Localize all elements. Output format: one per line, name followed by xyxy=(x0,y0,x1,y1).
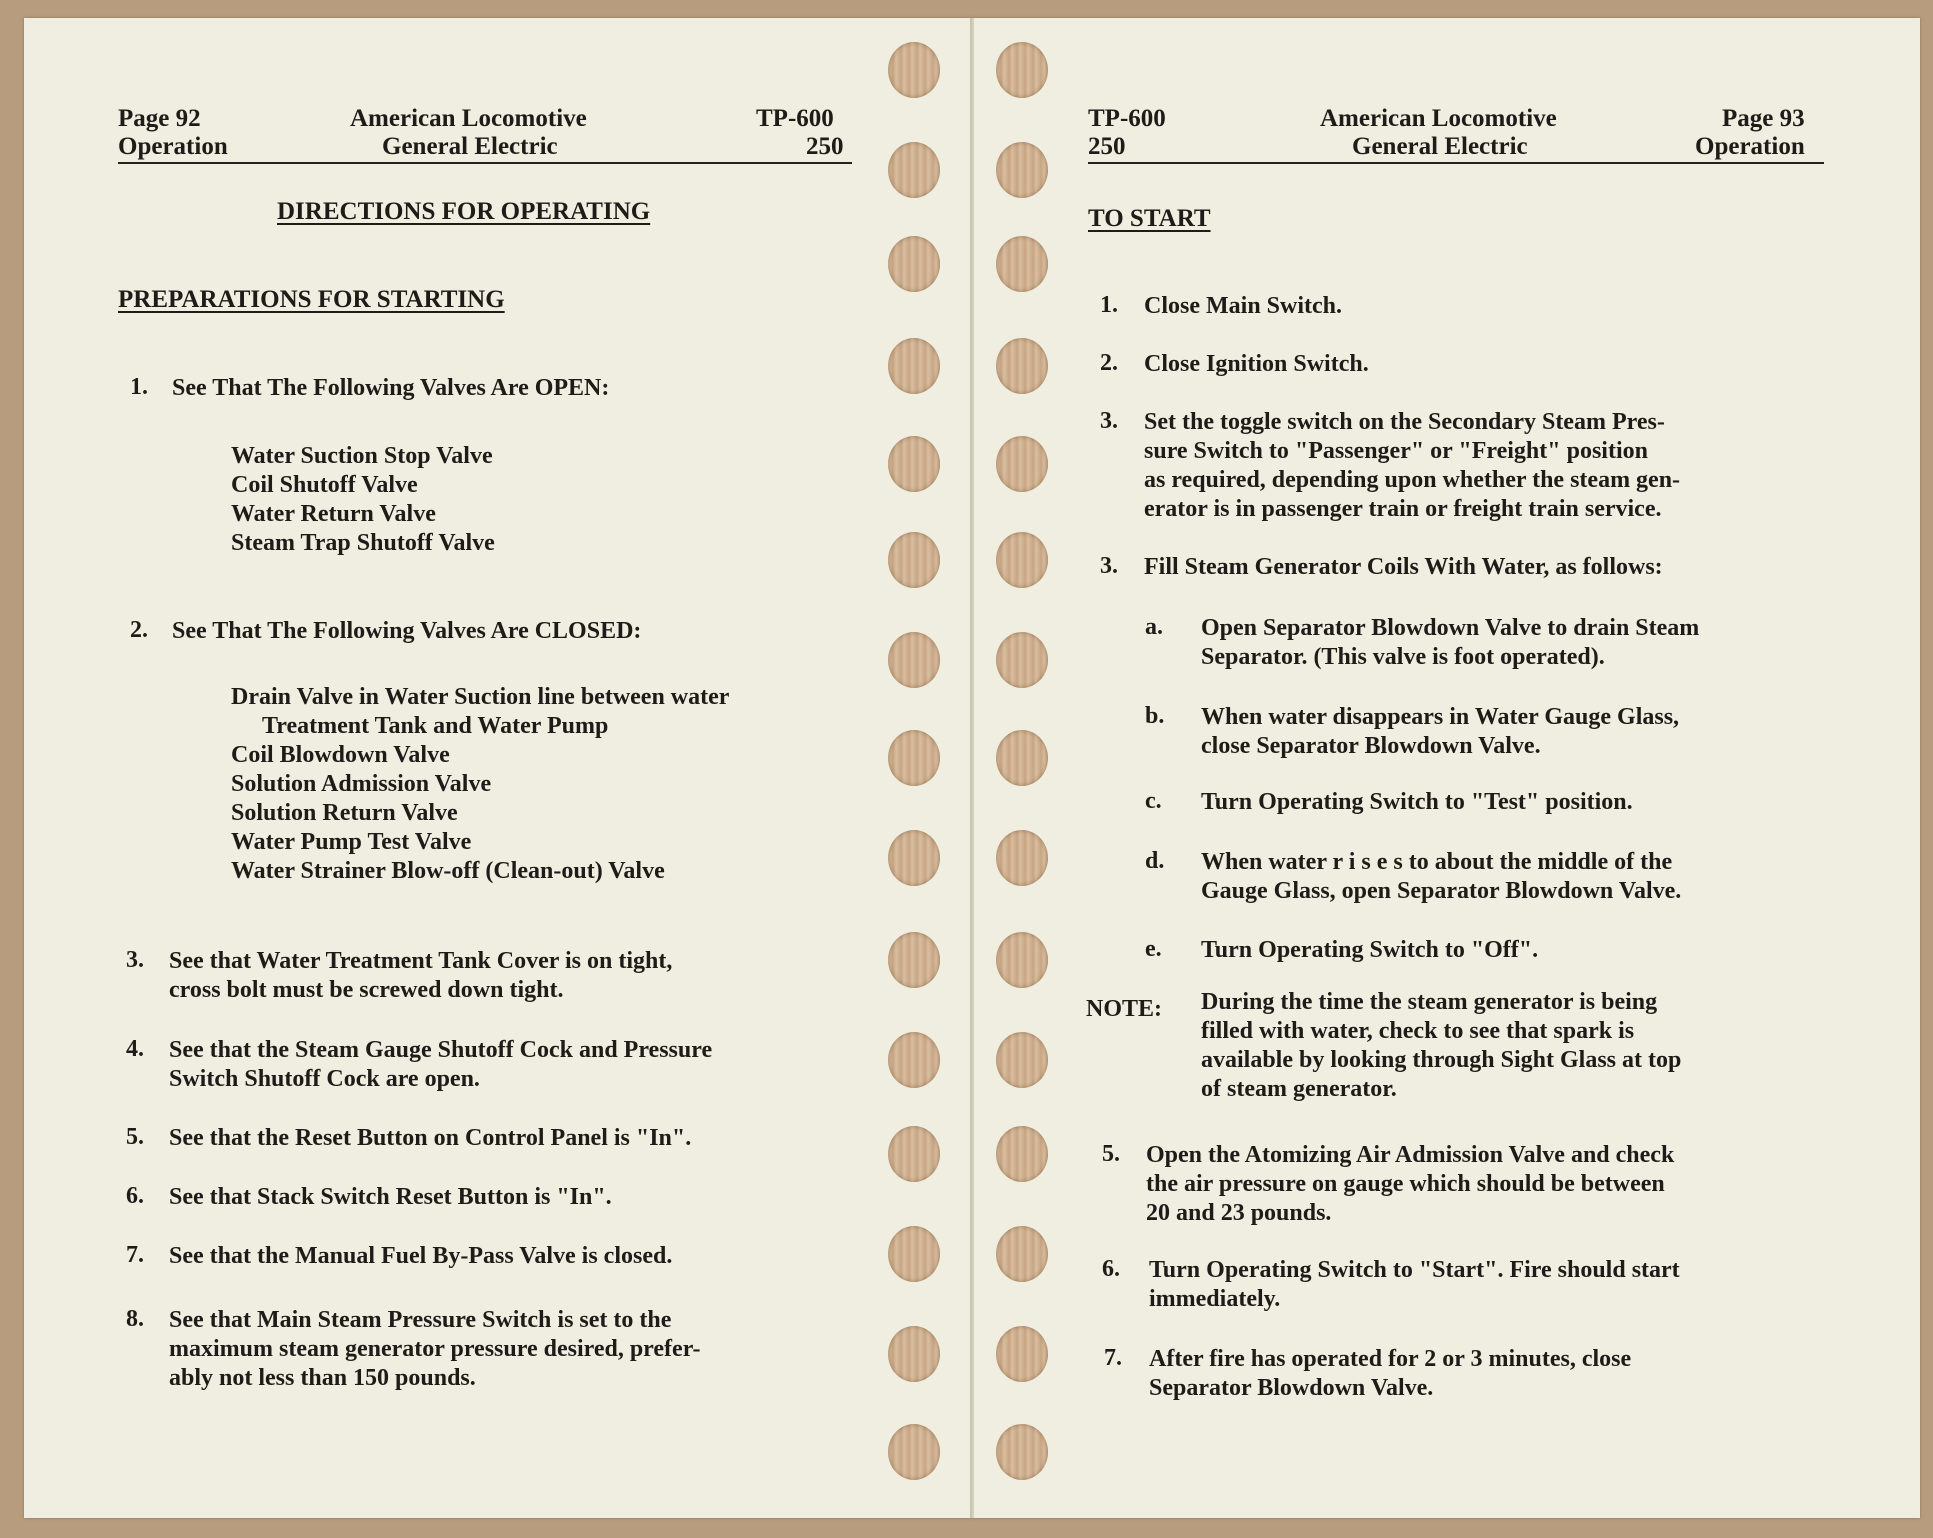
subitem-e-line1: Turn Operating Switch to "Off". xyxy=(1201,937,1539,963)
binder-hole xyxy=(996,1326,1048,1382)
closed-valve-2: Coil Blowdown Valve xyxy=(231,742,450,768)
binder-hole xyxy=(888,730,940,786)
binder-hole xyxy=(888,932,940,988)
right-item7-line2: Separator Blowdown Valve. xyxy=(1149,1375,1434,1401)
right-item3-number: 3. xyxy=(1100,408,1118,434)
left-title: DIRECTIONS FOR OPERATING xyxy=(277,198,651,225)
subitem-d-line2: Gauge Glass, open Separator Blowdown Valve. xyxy=(1201,878,1682,904)
binder-hole xyxy=(996,436,1048,492)
right-item3-line1: Set the toggle switch on the Secondary Steam Pres- xyxy=(1144,409,1665,435)
right-header-model: TP-600 xyxy=(1088,105,1166,132)
subitem-c-letter: c. xyxy=(1145,788,1162,814)
right-item6-line2: immediately. xyxy=(1149,1286,1281,1312)
left-item5-number: 5. xyxy=(126,1124,144,1150)
right-item3-line2: sure Switch to "Passenger" or "Freight" position xyxy=(1144,438,1648,464)
left-item8-number: 8. xyxy=(126,1306,144,1332)
closed-valve-6: Water Strainer Blow-off (Clean-out) Valve xyxy=(231,858,665,884)
left-header-company-line1: American Locomotive xyxy=(350,105,587,132)
left-header-section: Operation xyxy=(118,133,228,160)
left-item8-line1: See that Main Steam Pressure Switch is set to the xyxy=(169,1307,672,1333)
right-item2-line1: Close Ignition Switch. xyxy=(1144,351,1369,377)
right-header-section: Operation xyxy=(1695,133,1805,160)
left-item7-line1: See that the Manual Fuel By-Pass Valve is closed. xyxy=(169,1243,673,1269)
left-item3-line2: cross bolt must be screwed down tight. xyxy=(169,977,564,1003)
subitem-b-letter: b. xyxy=(1145,703,1165,729)
left-item3-line1: See that Water Treatment Tank Cover is on tight, xyxy=(169,948,673,974)
binder-hole xyxy=(996,1226,1048,1282)
binder-hole xyxy=(996,932,1048,988)
right-page xyxy=(972,18,1920,1518)
left-item7-number: 7. xyxy=(126,1242,144,1268)
note-line1: During the time the steam generator is being xyxy=(1201,989,1658,1015)
left-header-model: TP-600 xyxy=(756,105,834,132)
left-item4-line1: See that the Steam Gauge Shutoff Cock and Pressure xyxy=(169,1037,713,1063)
right-item5-line3: 20 and 23 pounds. xyxy=(1146,1200,1332,1226)
subitem-b-line1: When water disappears in Water Gauge Glass, xyxy=(1201,704,1680,730)
closed-valve-4: Solution Return Valve xyxy=(231,800,458,826)
left-header-rule xyxy=(118,162,852,164)
left-item8-line3: ably not less than 150 pounds. xyxy=(169,1365,476,1391)
right-item2-number: 2. xyxy=(1100,350,1118,376)
right-item7-number: 7. xyxy=(1104,1345,1122,1371)
binder-hole xyxy=(996,236,1048,292)
right-header-rule xyxy=(1088,162,1824,164)
right-header-model-number: 250 xyxy=(1088,133,1126,160)
left-item8-line2: maximum steam generator pressure desired, prefer- xyxy=(169,1336,701,1362)
binder-hole xyxy=(996,1032,1048,1088)
left-item6-number: 6. xyxy=(126,1183,144,1209)
binder-hole xyxy=(996,338,1048,394)
right-item5-number: 5. xyxy=(1102,1141,1120,1167)
right-item5-line1: Open the Atomizing Air Admission Valve and check xyxy=(1146,1142,1675,1168)
left-item5-line1: See that the Reset Button on Control Panel is "In". xyxy=(169,1125,692,1151)
left-item1-text: See That The Following Valves Are OPEN: xyxy=(172,375,610,401)
subitem-a-line1: Open Separator Blowdown Valve to drain Steam xyxy=(1201,615,1700,641)
binder-hole xyxy=(888,338,940,394)
left-item1-number: 1. xyxy=(130,374,148,400)
subitem-c-line1: Turn Operating Switch to "Test" position. xyxy=(1201,789,1633,815)
right-item3b-number: 3. xyxy=(1100,553,1118,579)
subitem-d-letter: d. xyxy=(1145,848,1165,874)
right-title: TO START xyxy=(1088,205,1211,232)
binder-hole xyxy=(888,1424,940,1480)
binder-hole xyxy=(888,142,940,198)
binder-hole xyxy=(888,1226,940,1282)
subitem-a-line2: Separator. (This valve is foot operated). xyxy=(1201,644,1605,670)
subitem-e-letter: e. xyxy=(1145,936,1162,962)
right-item1-line1: Close Main Switch. xyxy=(1144,293,1342,319)
binder-hole xyxy=(996,730,1048,786)
left-item2-number: 2. xyxy=(130,617,148,643)
right-item5-line2: the air pressure on gauge which should be between xyxy=(1146,1171,1665,1197)
right-item6-line1: Turn Operating Switch to "Start". Fire should start xyxy=(1149,1257,1680,1283)
closed-valve-3: Solution Admission Valve xyxy=(231,771,492,797)
binder-hole xyxy=(996,1424,1048,1480)
subitem-a-letter: a. xyxy=(1145,614,1163,640)
binder-hole xyxy=(888,1326,940,1382)
right-item1-number: 1. xyxy=(1100,292,1118,318)
right-header-page-number: Page 93 xyxy=(1722,105,1805,132)
binder-hole xyxy=(996,42,1048,98)
left-header-page-number: Page 92 xyxy=(118,105,201,132)
left-item4-number: 4. xyxy=(126,1036,144,1062)
open-valve-1: Water Suction Stop Valve xyxy=(231,443,493,469)
binder-hole xyxy=(888,1032,940,1088)
binder-hole xyxy=(888,236,940,292)
subitem-d-line1: When water r i s e s to about the middle of the xyxy=(1201,849,1673,875)
left-item6-line1: See that Stack Switch Reset Button is "In". xyxy=(169,1184,612,1210)
open-valve-4: Steam Trap Shutoff Valve xyxy=(231,530,495,556)
open-valve-2: Coil Shutoff Valve xyxy=(231,472,418,498)
left-header-company-line2: General Electric xyxy=(382,133,558,160)
right-item3b-line1: Fill Steam Generator Coils With Water, as follows: xyxy=(1144,554,1663,580)
note-label: NOTE: xyxy=(1086,996,1163,1022)
left-item3-number: 3. xyxy=(126,947,144,973)
left-header-model-number: 250 xyxy=(806,133,844,160)
note-line2: filled with water, check to see that spark is xyxy=(1201,1018,1635,1044)
binder-hole xyxy=(996,142,1048,198)
note-line3: available by looking through Sight Glass at top xyxy=(1201,1047,1682,1073)
left-item2-text: See That The Following Valves Are CLOSED: xyxy=(172,618,642,644)
subitem-b-line2: close Separator Blowdown Valve. xyxy=(1201,733,1541,759)
binder-hole xyxy=(888,1126,940,1182)
right-item3-line3: as required, depending upon whether the steam gen- xyxy=(1144,467,1681,493)
binder-hole xyxy=(888,436,940,492)
closed-valve-5: Water Pump Test Valve xyxy=(231,829,472,855)
binder-hole xyxy=(888,632,940,688)
right-item6-number: 6. xyxy=(1102,1256,1120,1282)
binder-hole xyxy=(996,632,1048,688)
page-gutter xyxy=(970,18,972,1518)
binder-hole xyxy=(888,532,940,588)
open-valve-3: Water Return Valve xyxy=(231,501,436,527)
binder-hole xyxy=(888,42,940,98)
binder-hole xyxy=(996,532,1048,588)
closed-valve-1: Drain Valve in Water Suction line between water xyxy=(231,684,730,710)
closed-valve-1-cont: Treatment Tank and Water Pump xyxy=(262,713,609,739)
binder-hole xyxy=(888,830,940,886)
right-item7-line1: After fire has operated for 2 or 3 minutes, close xyxy=(1149,1346,1632,1372)
right-item3-line4: erator is in passenger train or freight train service. xyxy=(1144,496,1662,522)
left-subtitle: PREPARATIONS FOR STARTING xyxy=(118,286,505,313)
right-header-company-line2: General Electric xyxy=(1352,133,1528,160)
left-page xyxy=(24,18,972,1518)
note-line4: of steam generator. xyxy=(1201,1076,1397,1102)
binder-hole xyxy=(996,1126,1048,1182)
left-item4-line2: Switch Shutoff Cock are open. xyxy=(169,1066,480,1092)
binder-hole xyxy=(996,830,1048,886)
right-header-company-line1: American Locomotive xyxy=(1320,105,1557,132)
